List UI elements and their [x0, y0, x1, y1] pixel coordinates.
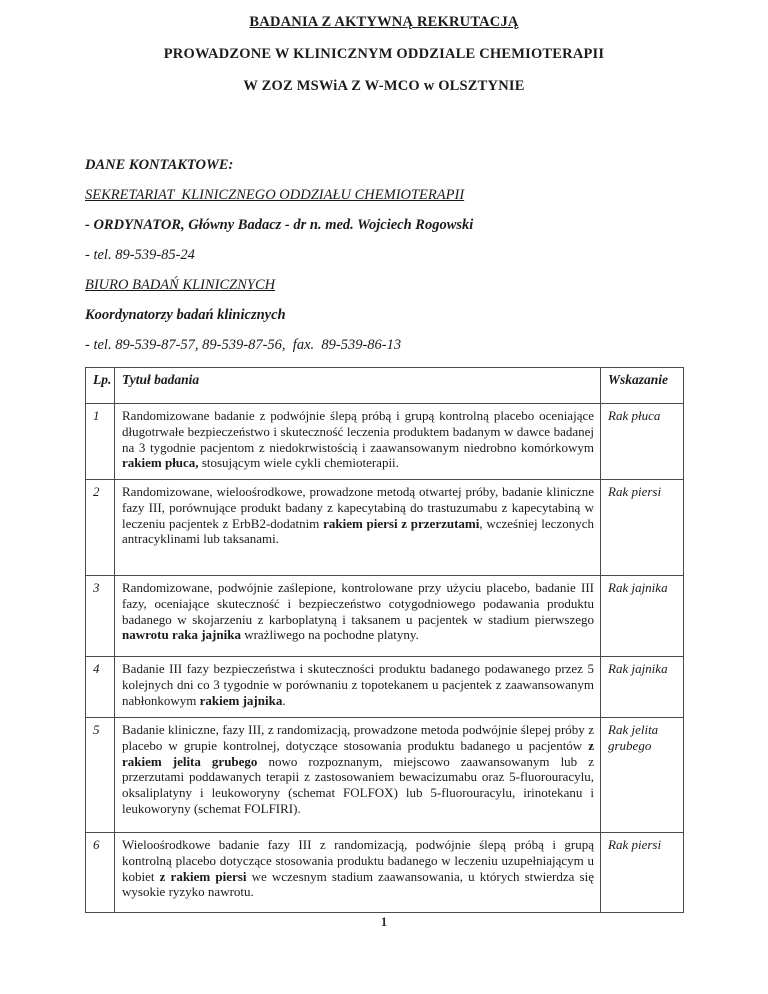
column-header-title: Tytuł badania [115, 368, 601, 404]
indication-cell: Rak płuca [601, 404, 684, 480]
study-title-segment: , wcześniej leczonych antracyklinami lub taksanami. [122, 515, 594, 547]
row-number-cell: 2 [86, 480, 115, 576]
table-header-row [86, 368, 684, 404]
contact-lines [85, 187, 683, 353]
row-number-cell: 5 [86, 718, 115, 833]
indication-cell: Rak piersi [601, 480, 684, 576]
study-title-bold-segment: nawrotu raka jajnika [122, 627, 241, 643]
study-title-cell [115, 657, 601, 718]
study-title-segment: Wieloośrodkowe badanie fazy III z randomizacją, podwójnie ślepą próbą i grupą kontrolną placebo dotyczące stosowania produktu badanego w leczeniu uzupełniającym u kobiet [122, 837, 594, 884]
document-header [85, 14, 683, 94]
studies-table-body [86, 404, 684, 913]
study-title-bold-segment: rakiem piersi z przerzutami [323, 515, 480, 531]
study-title-segment: Randomizowane, podwójnie zaślepione, kontrolowane przy użyciu placebo, badanie III fazy, oceniające skuteczność i bezpieczeństwo cotygodniowego podawania produktu badanego w skojarzeniu z karboplatyną i taksanem u pacjentek w stadium pierwszego [122, 580, 594, 627]
doc-title-line2: PROWADZONE W KLINICZNYM ODDZIALE CHEMIOTERAPII [163, 46, 605, 62]
study-title-cell [115, 833, 601, 913]
studies-table [85, 367, 684, 913]
contact-section [85, 157, 683, 353]
contact-line: - tel. 89-539-85-24 [85, 247, 195, 263]
row-number-cell: 4 [86, 657, 115, 718]
doc-title-line3: W ZOZ MSWiA Z W-MCO w OLSZTYNIE [243, 78, 525, 94]
study-title-segment: Randomizowane badanie z podwójnie ślepą próbą i grupą kontrolną placebo oceniające długotrwałe bezpieczeństwo i skuteczność leczenia produktem badanym w dawce badanej na 3 tygodnie pacjentom z niedokrwistością i zaawansowanym niedrobno komórkowym [122, 408, 594, 455]
study-title-segment: Badanie III fazy bezpieczeństwa i skuteczności produktu badanego podawanego przez 5 kolejnych dni co 3 tygodnie w porównaniu z topotekanem u pacjentek z zaawansowanym nabłonkowym [122, 661, 594, 708]
study-title-segment: . [282, 692, 286, 708]
row-number-cell: 6 [86, 833, 115, 913]
indication-cell: Rak piersi [601, 833, 684, 913]
studies-table-header [86, 368, 684, 404]
study-title-cell [115, 718, 601, 833]
study-title-cell [115, 404, 601, 480]
table-row [86, 576, 684, 657]
column-header-indication: Wskazanie [601, 368, 684, 404]
study-title-bold-segment: rakiem płuca, [122, 455, 199, 471]
study-title-segment: we wczesnym stadium zaawansowania, u których stwierdza się wysokie ryzyko nawrotu. [122, 868, 594, 900]
table-row [86, 833, 684, 913]
contact-line: BIURO BADAŃ KLINICZNYCH [85, 277, 276, 293]
table-row [86, 718, 684, 833]
contact-line: - tel. 89-539-87-57, 89-539-87-56, fax. 89-539-86-13 [85, 337, 402, 353]
indication-cell: Rak jelita grubego [601, 718, 684, 833]
study-title-cell [115, 480, 601, 576]
study-title-bold-segment: rakiem jajnika [199, 692, 283, 708]
contact-line: SEKRETARIAT KLINICZNEGO ODDZIAŁU CHEMIOTERAPII [85, 187, 465, 203]
column-header-lp: Lp. [86, 368, 115, 404]
study-title-segment: nowo rozpoznanym, miejscowo zaawansowanym lub z przerzutami poddawanych terapii z zastosowaniem bewacizumabu oraz 5-fluorouracylu, oksaliplatyny i leukoworyny (schemat FOLFOX) lub 5-fluorouracylu, irinotekanu i leukoworyny (schemat FOLFIRI). [122, 753, 594, 816]
study-title-segment: stosującym wiele cykli chemioterapii. [198, 455, 399, 471]
table-row [86, 404, 684, 480]
study-title-segment: Badanie kliniczne, fazy III, z randomizacją, prowadzone metoda podwójnie ślepej próby z placebo w grupie kontrolnej, dotyczące stosowania produktu badanego u pacjentów [122, 722, 594, 753]
table-row [86, 480, 684, 576]
study-title-segment: Randomizowane, wieloośrodkowe, prowadzone metodą otwartej próby, badanie kliniczne fazy III, porównujące produkt badany z kapecytabiną do trastuzumabu z kapecytabiną w leczeniu pacjentek z ErbB2-dodatnim [122, 484, 594, 531]
contact-line: - ORDYNATOR, Główny Badacz - dr n. med. Wojciech Rogowski [85, 217, 474, 233]
contact-line: Koordynatorzy badań klinicznych [85, 307, 286, 323]
study-title-bold-segment: z rakiem piersi [159, 868, 247, 884]
study-title-bold-segment: z rakiem jelita grubego [122, 737, 594, 769]
page-number: 1 [380, 915, 388, 929]
doc-title-line1: BADANIA Z AKTYWNĄ REKRUTACJĄ [249, 14, 519, 30]
row-number-cell: 1 [86, 404, 115, 480]
contact-heading: DANE KONTAKTOWE: [85, 157, 234, 173]
table-row [86, 657, 684, 718]
indication-cell: Rak jajnika [601, 657, 684, 718]
study-title-segment: wrażliwego na pochodne platyny. [240, 627, 419, 643]
study-title-cell [115, 576, 601, 657]
row-number-cell: 3 [86, 576, 115, 657]
indication-cell: Rak jajnika [601, 576, 684, 657]
